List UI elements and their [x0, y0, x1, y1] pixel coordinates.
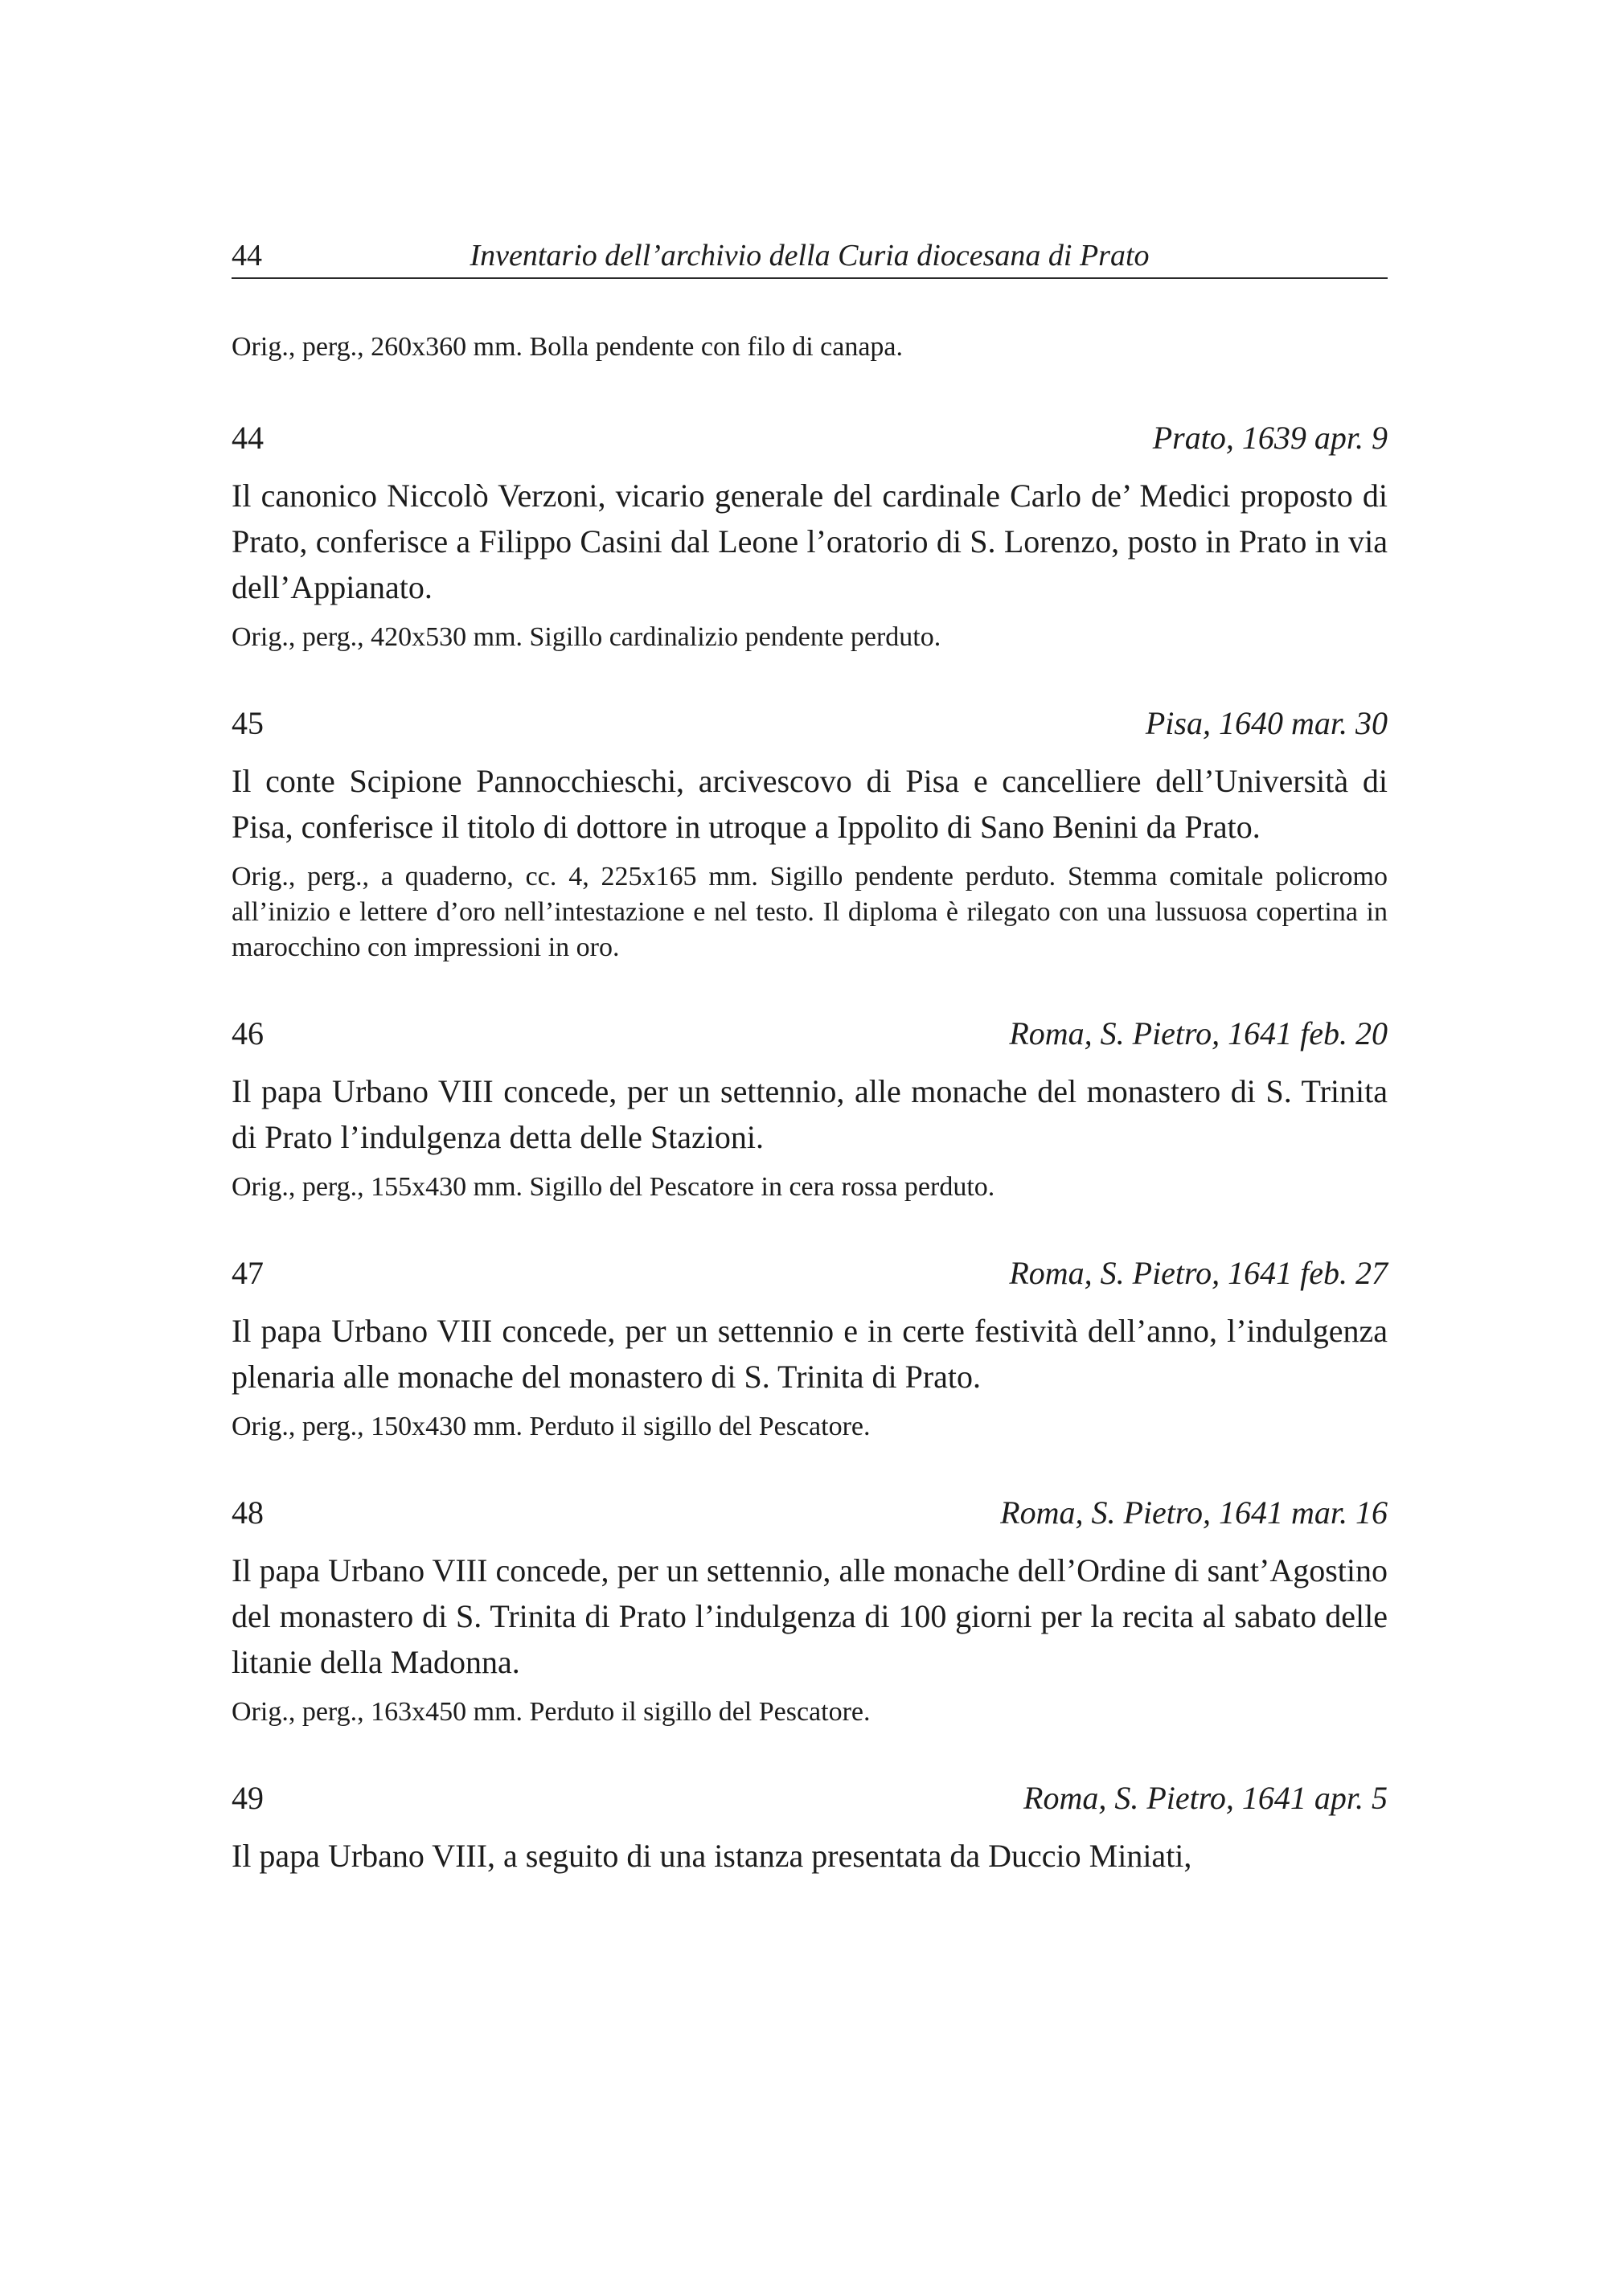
entry-heading: [232, 702, 1388, 745]
entry-place-date: Pisa, 1640 mar. 30: [1145, 705, 1388, 741]
header-rule: [232, 277, 1388, 279]
entry-heading: [232, 1252, 1388, 1295]
entry-regest: Il papa Urbano VIII concede, per un settennio e in certe festività dell’anno, l’indulgenza plenaria alle monache del monastero di S. Trinita di Prato.: [232, 1313, 1388, 1395]
entry-heading: [232, 1012, 1388, 1056]
entry-49: [232, 1777, 1388, 1879]
entry-note: Orig., perg., 155x430 mm. Sigillo del Pescatore in cera rossa perduto.: [232, 1172, 995, 1202]
entry-place-date: Roma, S. Pietro, 1641 feb. 27: [1009, 1255, 1388, 1291]
entry-note: Orig., perg., 420x530 mm. Sigillo cardinalizio pendente perduto.: [232, 622, 941, 652]
entry-number: 46: [232, 1015, 264, 1051]
entry-44: [232, 416, 1388, 655]
entry-note: Orig., perg., a quaderno, cc. 4, 225x165 mm. Sigillo pendente perduto. Stemma comitale policromo all’inizio e lettere d’oro nell’intestazione e nel testo. Il diploma è rilegato con una lussuosa copertina in marocchino con impressioni in oro.: [232, 862, 1388, 962]
entry-place-date: Roma, S. Pietro, 1641 feb. 20: [1009, 1015, 1388, 1051]
running-title: Inventario dell’archivio della Curia diocesana di Prato: [470, 239, 1150, 273]
entry-number: 48: [232, 1494, 264, 1531]
entry-regest: Il conte Scipione Pannocchieschi, arcivescovo di Pisa e cancelliere dell’Università di Pisa, conferisce il titolo di dottore in utroque a Ippolito di Sano Benini da Prato.: [232, 763, 1388, 845]
document-page: [232, 0, 1388, 2275]
entry-regest: Il papa Urbano VIII concede, per un settennio, alle monache del monastero di S. Trinita di Prato l’indulgenza detta delle Stazioni.: [232, 1073, 1388, 1155]
entry-number: 44: [232, 420, 264, 456]
entry-heading: [232, 1777, 1388, 1820]
page-content: [232, 330, 1388, 1925]
entry-place-date: Roma, S. Pietro, 1641 mar. 16: [1000, 1494, 1388, 1531]
entry-regest: Il papa Urbano VIII concede, per un settennio, alle monache dell’Ordine di sant’Agostino del monastero di S. Trinita di Prato l’indulgenza di 100 giorni per la recita al sabato delle litanie della Madonna.: [232, 1552, 1388, 1680]
entry-heading: [232, 416, 1388, 460]
page-number: 44: [232, 239, 262, 273]
entry-number: 47: [232, 1255, 264, 1291]
entry-48: [232, 1491, 1388, 1730]
entry-regest: Il papa Urbano VIII, a seguito di una istanza presentata da Duccio Miniati,: [232, 1838, 1192, 1874]
entry-47: [232, 1252, 1388, 1445]
continued-entry-note: Orig., perg., 260x360 mm. Bolla pendente con filo di canapa.: [232, 332, 904, 362]
entry-heading: [232, 1491, 1388, 1535]
entry-45: [232, 702, 1388, 965]
entry-regest: Il canonico Niccolò Verzoni, vicario generale del cardinale Carlo de’ Medici proposto di Prato, conferisce a Filippo Casini dal Leone l’oratorio di S. Lorenzo, posto in Prato in via dell’Appianato.: [232, 478, 1388, 605]
entry-note: Orig., perg., 150x430 mm. Perduto il sigillo del Pescatore.: [232, 1412, 871, 1441]
entry-46: [232, 1012, 1388, 1205]
entry-place-date: Roma, S. Pietro, 1641 apr. 5: [1023, 1780, 1388, 1816]
entry-number: 45: [232, 705, 264, 741]
running-head: [232, 235, 1388, 277]
entry-number: 49: [232, 1780, 264, 1816]
entry-place-date: Prato, 1639 apr. 9: [1152, 420, 1388, 456]
entry-note: Orig., perg., 163x450 mm. Perduto il sigillo del Pescatore.: [232, 1697, 871, 1727]
